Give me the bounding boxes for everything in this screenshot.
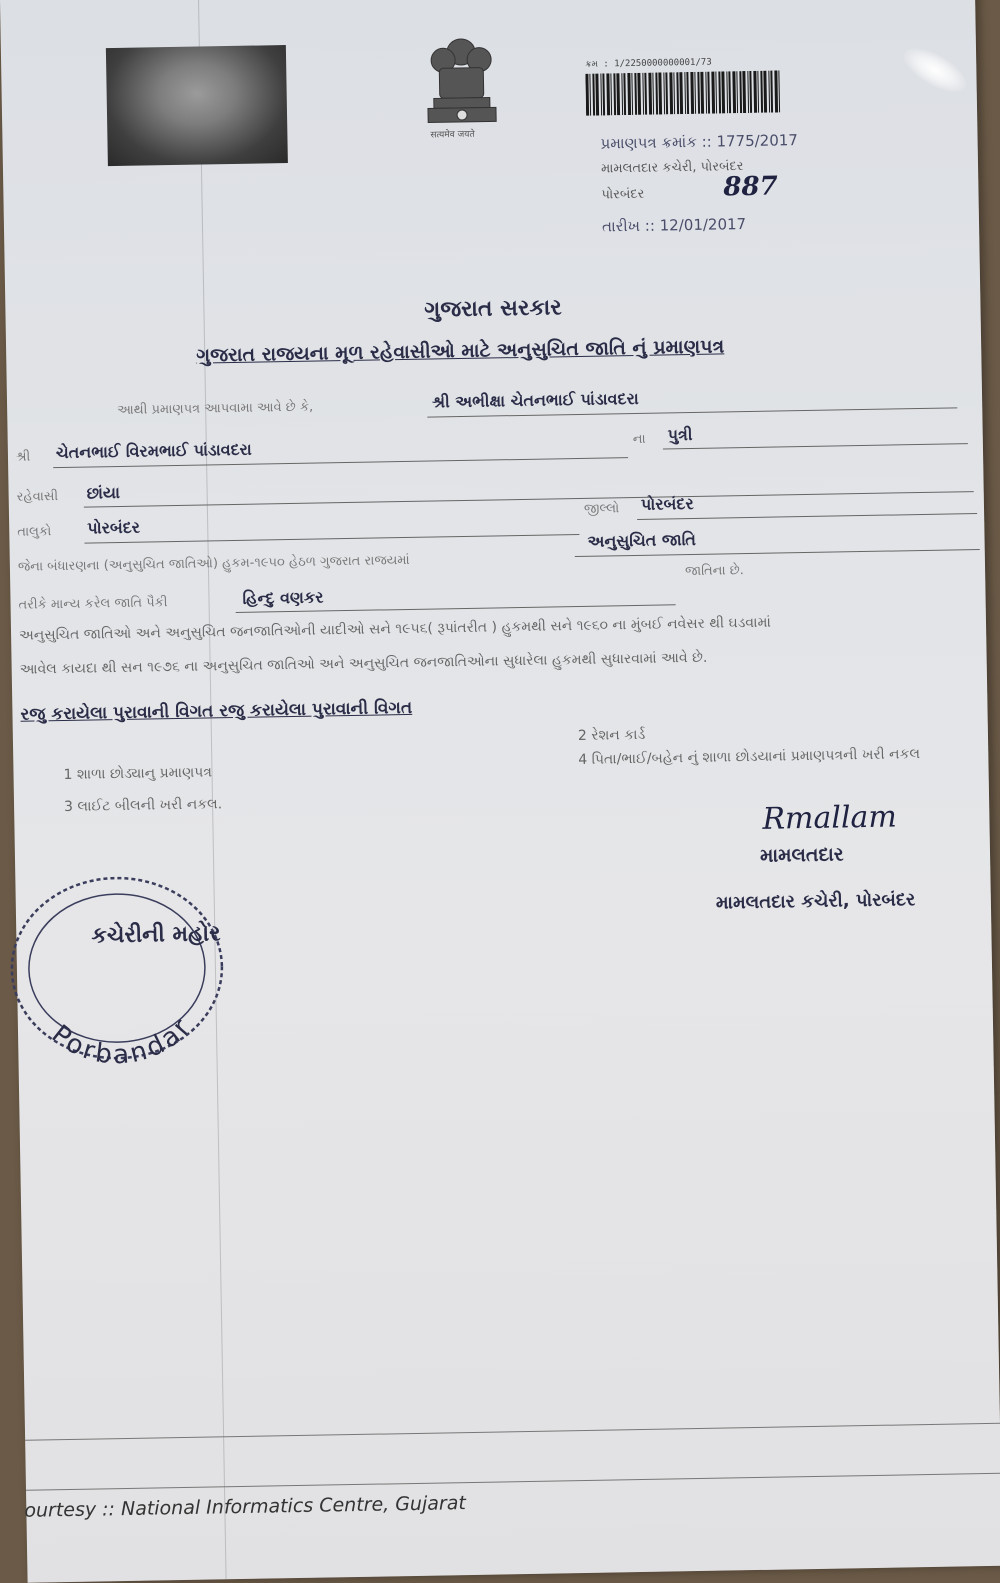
caste-label: તરીકે માન્ય કરેલ જાતિ પૈકી [18,595,168,613]
legal-paragraph: અનુસુચિત જાતિઓ અને અનુસુચિત જનજાતિઓની યાદીઓ સને ૧૯૫૬( રૂપાંતરીત ) હુકમથી સને ૧૯૬૦ ના મુંબઈ નવેસર થી ઘડવામાં [18,614,771,644]
intro-label: આથી પ્રમાણપત્ર આપવામા આવે છે કે, [117,399,314,419]
barcode-bar [763,71,767,113]
barcode-bar [697,72,700,114]
proof-item: 4 પિતા/ભાઈ/બહેન નું શાળા છોડયાનાં પ્રમાણપત્રની ખરી નકલ [578,746,921,769]
barcode-bar [707,72,710,114]
page-fold [198,0,227,1579]
proofs-heading: રજુ કરાયેલા પુરાવાની વિગત રજુ કરાયેલા પુરાવાની વિગત [20,697,413,725]
barcode-bar [778,70,780,112]
barcode-bar [621,73,623,115]
footer-courtesy: ourtesy :: National Informatics Centre, Gujarat [24,1492,467,1522]
barcode-bar [676,72,679,114]
father-prefix: શ્રી [15,449,31,465]
resident-label: રહેવાસી [16,489,59,505]
barcode-bar [760,71,763,113]
barcode-bar [673,72,675,114]
field-rule [84,534,579,544]
seal-ring-text: Porbandar [45,1011,199,1071]
barcode-bar [623,73,626,115]
footer-rule [25,1423,1000,1441]
barcode-bar [658,72,662,114]
barcode-bar [648,73,652,115]
svg-text:Porbandar [45,1011,199,1072]
seal-label: કચેરીની મહોર [91,921,221,949]
barcode-bar [616,73,620,115]
barcode-bar [747,71,749,113]
barcode-bar [711,72,715,114]
certificate-title: ગુજરાત રાજયના મૂળ રહેવાસીઓ માટે અનુસુચિત જાતિ નું પ્રમાણપત્ર [196,335,725,367]
barcode-bar [631,73,633,115]
barcode-bar [642,73,644,115]
barcode-bar [669,72,673,114]
state-emblem-icon [419,29,505,140]
government-title: ગુજરાત સરકાર [424,295,562,323]
barcode-bar [736,71,738,113]
barcode-bar [774,70,778,112]
barcode-bar [663,72,665,114]
barcode-bar [600,74,602,116]
constitution-label: જેના બંધારણના (અનુસુચિત જાતિઓ) હુકમ-૧૯૫૦ હેઠળ ગુજરાત રાજયમાં [17,552,410,575]
barcode-bar [721,71,725,113]
field-rule [663,443,968,449]
applicant-name: શ્રી અભીક્ષા ચેતનભાઈ પાંડાવદરા [431,388,639,412]
category-value: અનુસુચિત જાતિ [587,529,697,551]
certificate-number: પ્રમાણપત્ર ક્રમાંક :: 1775/2017 [600,131,799,153]
barcode-bar [613,73,616,115]
barcode-bar [715,72,717,114]
proof-item: 2 રેશન કાર્ડ [577,726,646,745]
barcode-bar [652,73,654,115]
barcode-bar [726,71,728,113]
district-value: પોરબંદર [640,493,694,514]
office-seal [0,871,229,1075]
village-value: છાંયા [86,482,121,503]
barcode-bar [757,71,759,113]
barcode-bar [627,73,631,115]
emblem-caption: सत्यमेव जयते [430,129,475,141]
barcode-bar [694,72,696,114]
barcode-bar [684,72,686,114]
relation-label: ના [632,431,646,448]
barcode [585,70,782,115]
barcode-bar [595,74,599,116]
signature-scribble: Rmallam [762,799,898,837]
barcode-bar [665,72,668,114]
barcode-bar [728,71,731,113]
barcode-bar [592,74,595,116]
barcode-bar [739,71,742,113]
barcode-bar [732,71,736,113]
barcode-bar [742,71,746,113]
barcode-bar [700,72,704,114]
barcode-bar [749,71,752,113]
barcode-bar [610,73,612,115]
barcode-bar [606,73,610,115]
issuing-office: મામલતદાર કચેરી, પોરબંદર [600,159,744,177]
issue-date: તારીખ :: 12/01/2017 [601,215,747,236]
barcode-bar [705,72,707,114]
barcode-bar [770,71,773,113]
district-label: જીલ્લો [583,501,620,517]
barcode-number: ક્રમ : 1/2250000000001/73 [585,57,712,70]
signatory-role: મામલતદાર [759,843,844,867]
barcode-bar [589,74,591,116]
applicant-photo [106,45,288,166]
barcode-bar [644,73,647,115]
barcode-bar [679,72,683,114]
barcode-bar [655,73,658,115]
signatory-office: મામલતદાર કચેરી, પોરબંદર [715,889,916,914]
barcode-bar [718,71,721,113]
barcode-bar [602,73,605,115]
legal-paragraph: આવેલ કાયદા થી સન ૧૯૭૬ ના અનુસુચિત જાતિઓ અને અનુસુચિત જનજાતિઓના સુધારેલા હુકમથી સુધારવામાં આવે છે. [19,649,708,678]
taluka-label: તાલુકો [17,524,52,540]
caste-value: હિન્દુ વણકર [242,587,324,608]
barcode-bar [686,72,689,114]
issuing-city: પોરબંદર [601,186,645,203]
proof-item: 1 શાળા છોડ્યાનુ પ્રમાણપત્ર [63,764,213,784]
father-name: ચેતનભાઈ વિરમભાઈ પાંડાવદરા [55,439,252,463]
footer-rule [26,1473,1000,1491]
barcode-bar [585,74,589,116]
barcode-bar [753,71,757,113]
relation-value: પુત્રી [667,424,693,445]
field-rule [84,491,974,508]
barcode-bar [690,72,694,114]
barcode-bar [768,71,770,113]
proof-item: 3 લાઈટ બીલની ખરી નકલ. [63,796,223,816]
caste-suffix: જાતિના છે. [684,563,745,580]
barcode-bar [634,73,637,115]
inward-number: 887 [723,171,778,203]
barcode-bar [637,73,641,115]
taluka-value: પોરબંદર [87,517,141,538]
